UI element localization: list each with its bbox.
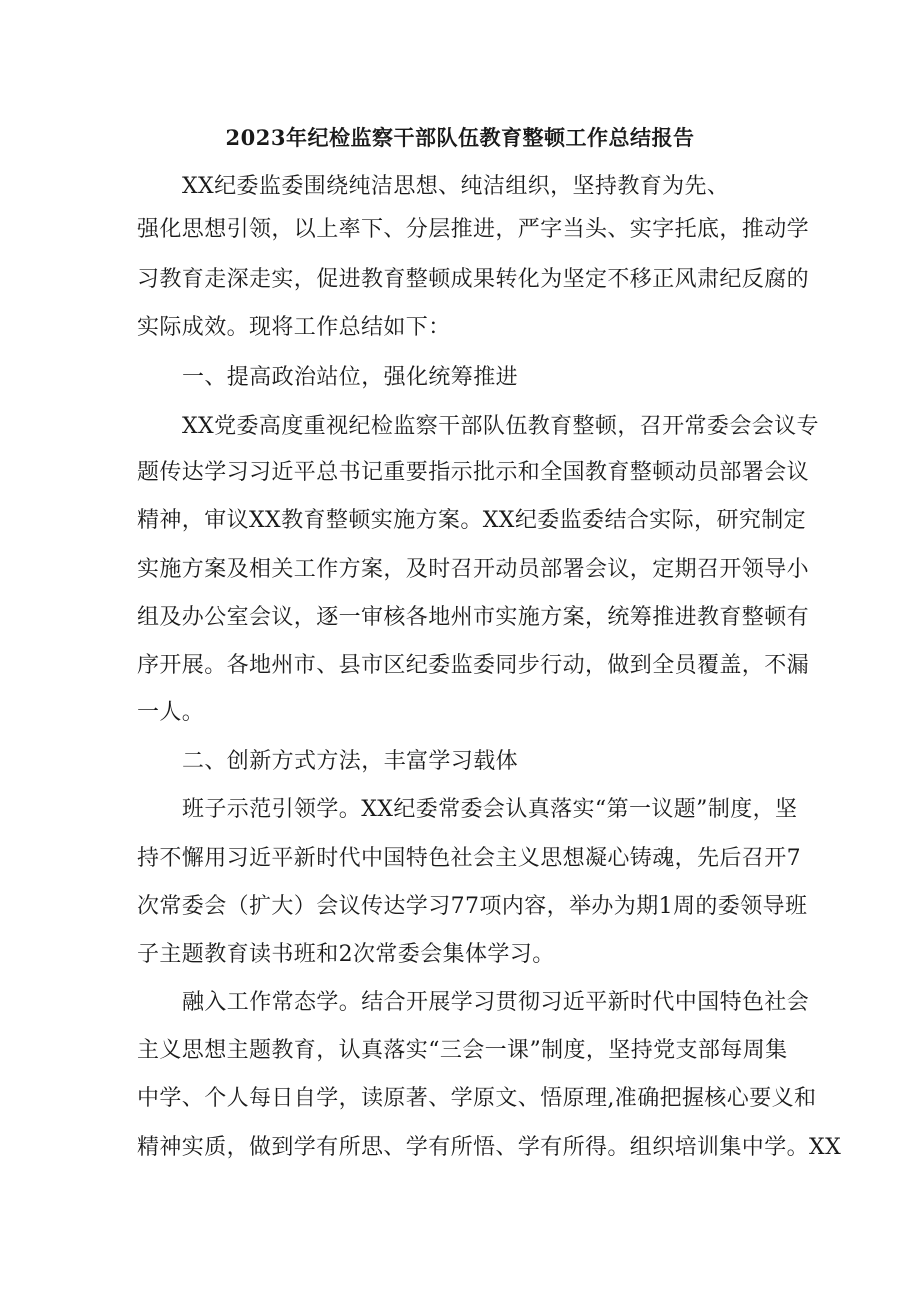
paragraph-line: XX党委高度重视纪检监察干部队伍教育整顿，召开常委会会议专 <box>182 414 819 439</box>
paragraph-line: 题传达学习习近平总书记重要指示批示和全国教育整顿动员部署会议 <box>137 460 810 485</box>
paragraph-line: 精神实质，做到学有所思、学有所悟、学有所得。组织培训集中学。XX <box>137 1135 842 1160</box>
paragraph-line: 班子示范引领学。XX纪委常委会认真落实“第一议题”制度，坚 <box>182 797 798 822</box>
paragraph-line: 主义思想主题教育，认真落实“三会一课”制度，坚持党支部每周集 <box>137 1038 788 1063</box>
paragraph-line: 组及办公室会议，逐一审核各地州市实施方案，统筹推进教育整顿有 <box>137 605 810 630</box>
section-heading-1: 一、提高政治站位，强化统筹推进 <box>182 365 519 390</box>
paragraph-line: 持不懈用习近平新时代中国特色社会主义思想凝心铸魂，先后召开7 <box>137 846 801 871</box>
paragraph-line: 子主题教育读书班和2次常委会集体学习。 <box>137 942 555 967</box>
paragraph-line: 实际成效。现将工作总结如下： <box>137 315 451 340</box>
paragraph-line: 中学、个人每日自学，读原著、学原文、悟原理,准确把握核心要义和 <box>137 1086 817 1111</box>
section-heading-2: 二、创新方式方法，丰富学习载体 <box>182 749 519 774</box>
paragraph-line: XX纪委监委围绕纯洁思想、纯洁组织，坚持教育为先、 <box>182 174 730 199</box>
document-title: 2023年纪检监察干部队伍教育整顿工作总结报告 <box>225 125 695 150</box>
paragraph-line: 次常委会（扩大）会议传达学习77项内容，举办为期1周的委领导班 <box>137 894 808 919</box>
paragraph-line: 一人。 <box>137 700 205 725</box>
paragraph-line: 实施方案及相关工作方案，及时召开动员部署会议，定期召开领导小 <box>137 557 810 582</box>
paragraph-line: 精神，审议XX教育整顿实施方案。XX纪委监委结合实际，研究制定 <box>137 508 807 533</box>
paragraph-line: 强化思想引领，以上率下、分层推进，严字当头、实字托底，推动学 <box>137 217 810 242</box>
paragraph-line: 融入工作常态学。结合开展学习贯彻习近平新时代中国特色社会 <box>182 990 810 1015</box>
paragraph-line: 序开展。各地州市、县市区纪委监委同步行动，做到全员覆盖，不漏 <box>137 653 810 678</box>
paragraph-line: 习教育走深走实，促进教育整顿成果转化为坚定不移正风肃纪反腐的 <box>137 267 810 292</box>
